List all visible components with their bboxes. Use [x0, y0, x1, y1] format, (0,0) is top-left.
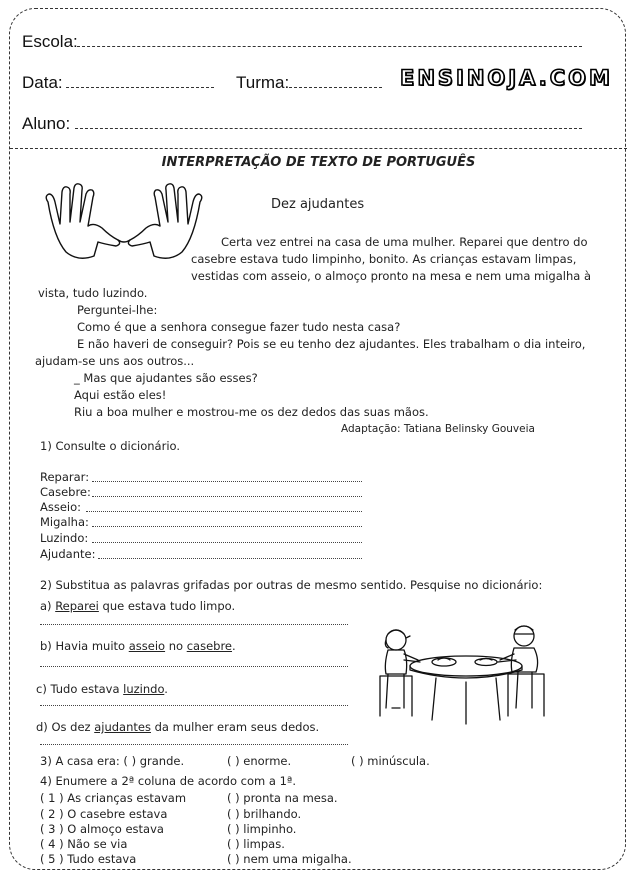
q4-right-item[interactable]: ( ) brilhando. — [227, 807, 302, 821]
q2-item-b: b) Havia muito asseio no casebre. — [40, 639, 236, 653]
q1-answer-line[interactable] — [92, 526, 362, 527]
q4-left-item: ( 5 ) Tudo estava — [40, 852, 137, 866]
credit-line: Adaptação: Tatiana Belinsky Gouveia — [341, 423, 535, 435]
q1-word: Reparar: — [40, 470, 90, 484]
story-title: Dez ajudantes — [271, 197, 365, 212]
data-label: Data: — [22, 73, 63, 92]
q4-right-item[interactable]: ( ) pronta na mesa. — [227, 791, 338, 805]
children-table-illustration — [374, 612, 556, 726]
turma-label: Turma: — [236, 73, 290, 92]
story-line: vestidas com asseio, o almoço pronto na mesa e nem uma migalha à — [191, 269, 592, 283]
q3-option[interactable]: ( ) minúscula. — [351, 754, 430, 768]
q1-word: Asseio: — [40, 500, 82, 514]
aluno-field[interactable] — [75, 128, 582, 129]
q4-left-item: ( 2 ) O casebre estava — [40, 807, 168, 821]
story-line: E não haveri de conseguir? Pois se eu tenho dez ajudantes. Eles trabalham o dia inteiro, — [77, 337, 586, 351]
q1-word: Migalha: — [40, 515, 89, 529]
escola-label: Escola: — [22, 32, 78, 51]
q2-answer-line[interactable] — [40, 705, 348, 706]
q2-prompt: 2) Substitua as palavras grifadas por outras de mesmo sentido. Pesquise no dicionário: — [40, 578, 543, 592]
q1-answer-line[interactable] — [86, 511, 362, 512]
story-line: Como é que a senhora consegue fazer tudo nesta casa? — [77, 320, 401, 334]
q2-item-a: a) Reparei que estava tudo limpo. — [40, 599, 236, 613]
site-logo: ENSINOJA.COM — [400, 66, 613, 90]
data-field[interactable] — [66, 87, 214, 88]
q4-prompt: 4) Enumere a 2ª coluna de acordo com a 1ª. — [40, 774, 296, 788]
q1-answer-line[interactable] — [92, 542, 362, 543]
escola-field[interactable] — [77, 46, 582, 47]
q4-left-item: ( 1 ) As crianças estavam — [40, 791, 187, 805]
aluno-label: Aluno: — [22, 114, 71, 133]
q4-left-item: ( 3 ) O almoço estava — [40, 822, 164, 836]
q1-answer-line[interactable] — [92, 496, 362, 497]
q1-word: Luzindo: — [40, 531, 89, 545]
story-line: vista, tudo luzindo. — [38, 286, 148, 300]
turma-field[interactable] — [289, 87, 382, 88]
q2-answer-line[interactable] — [40, 666, 348, 667]
story-line: Aqui estão eles! — [74, 388, 167, 402]
q2-answer-line[interactable] — [40, 744, 348, 745]
q4-right-item[interactable]: ( ) limpas. — [227, 837, 285, 851]
q2-item-d: d) Os dez ajudantes da mulher eram seus dedos. — [36, 720, 320, 734]
q1-answer-line[interactable] — [92, 481, 362, 482]
story-line: Riu a boa mulher e mostrou-me os dez dedos das suas mãos. — [74, 405, 429, 419]
story-line: _ Mas que ajudantes são esses? — [74, 371, 258, 385]
story-line: Certa vez entrei na casa de uma mulher. Reparei que dentro do — [221, 235, 588, 249]
q2-answer-line[interactable] — [40, 624, 348, 625]
q4-left-item: ( 4 ) Não se via — [40, 837, 128, 851]
story-line: Perguntei-lhe: — [77, 303, 158, 317]
q1-answer-line[interactable] — [98, 558, 362, 559]
q2-item-c: c) Tudo estava luzindo. — [36, 682, 168, 696]
hands-illustration — [38, 182, 210, 266]
q4-right-item[interactable]: ( ) limpinho. — [227, 822, 297, 836]
q4-right-item[interactable]: ( ) nem uma migalha. — [227, 852, 352, 866]
page-title: INTERPRETAÇÃO DE TEXTO DE PORTUGUÊS — [161, 155, 476, 170]
header-divider — [10, 148, 627, 149]
story-line: casebre estava tudo limpinho, bonito. As crianças estavam limpas, — [191, 252, 577, 266]
q3-prompt: 3) A casa era: ( ) grande. — [40, 754, 185, 768]
q1-prompt: 1) Consulte o dicionário. — [40, 439, 181, 453]
story-line: ajudam-se uns aos outros... — [35, 354, 195, 368]
q1-word: Ajudante: — [40, 547, 96, 561]
q3-option[interactable]: ( ) enorme. — [227, 754, 292, 768]
q1-word: Casebre: — [40, 485, 91, 499]
